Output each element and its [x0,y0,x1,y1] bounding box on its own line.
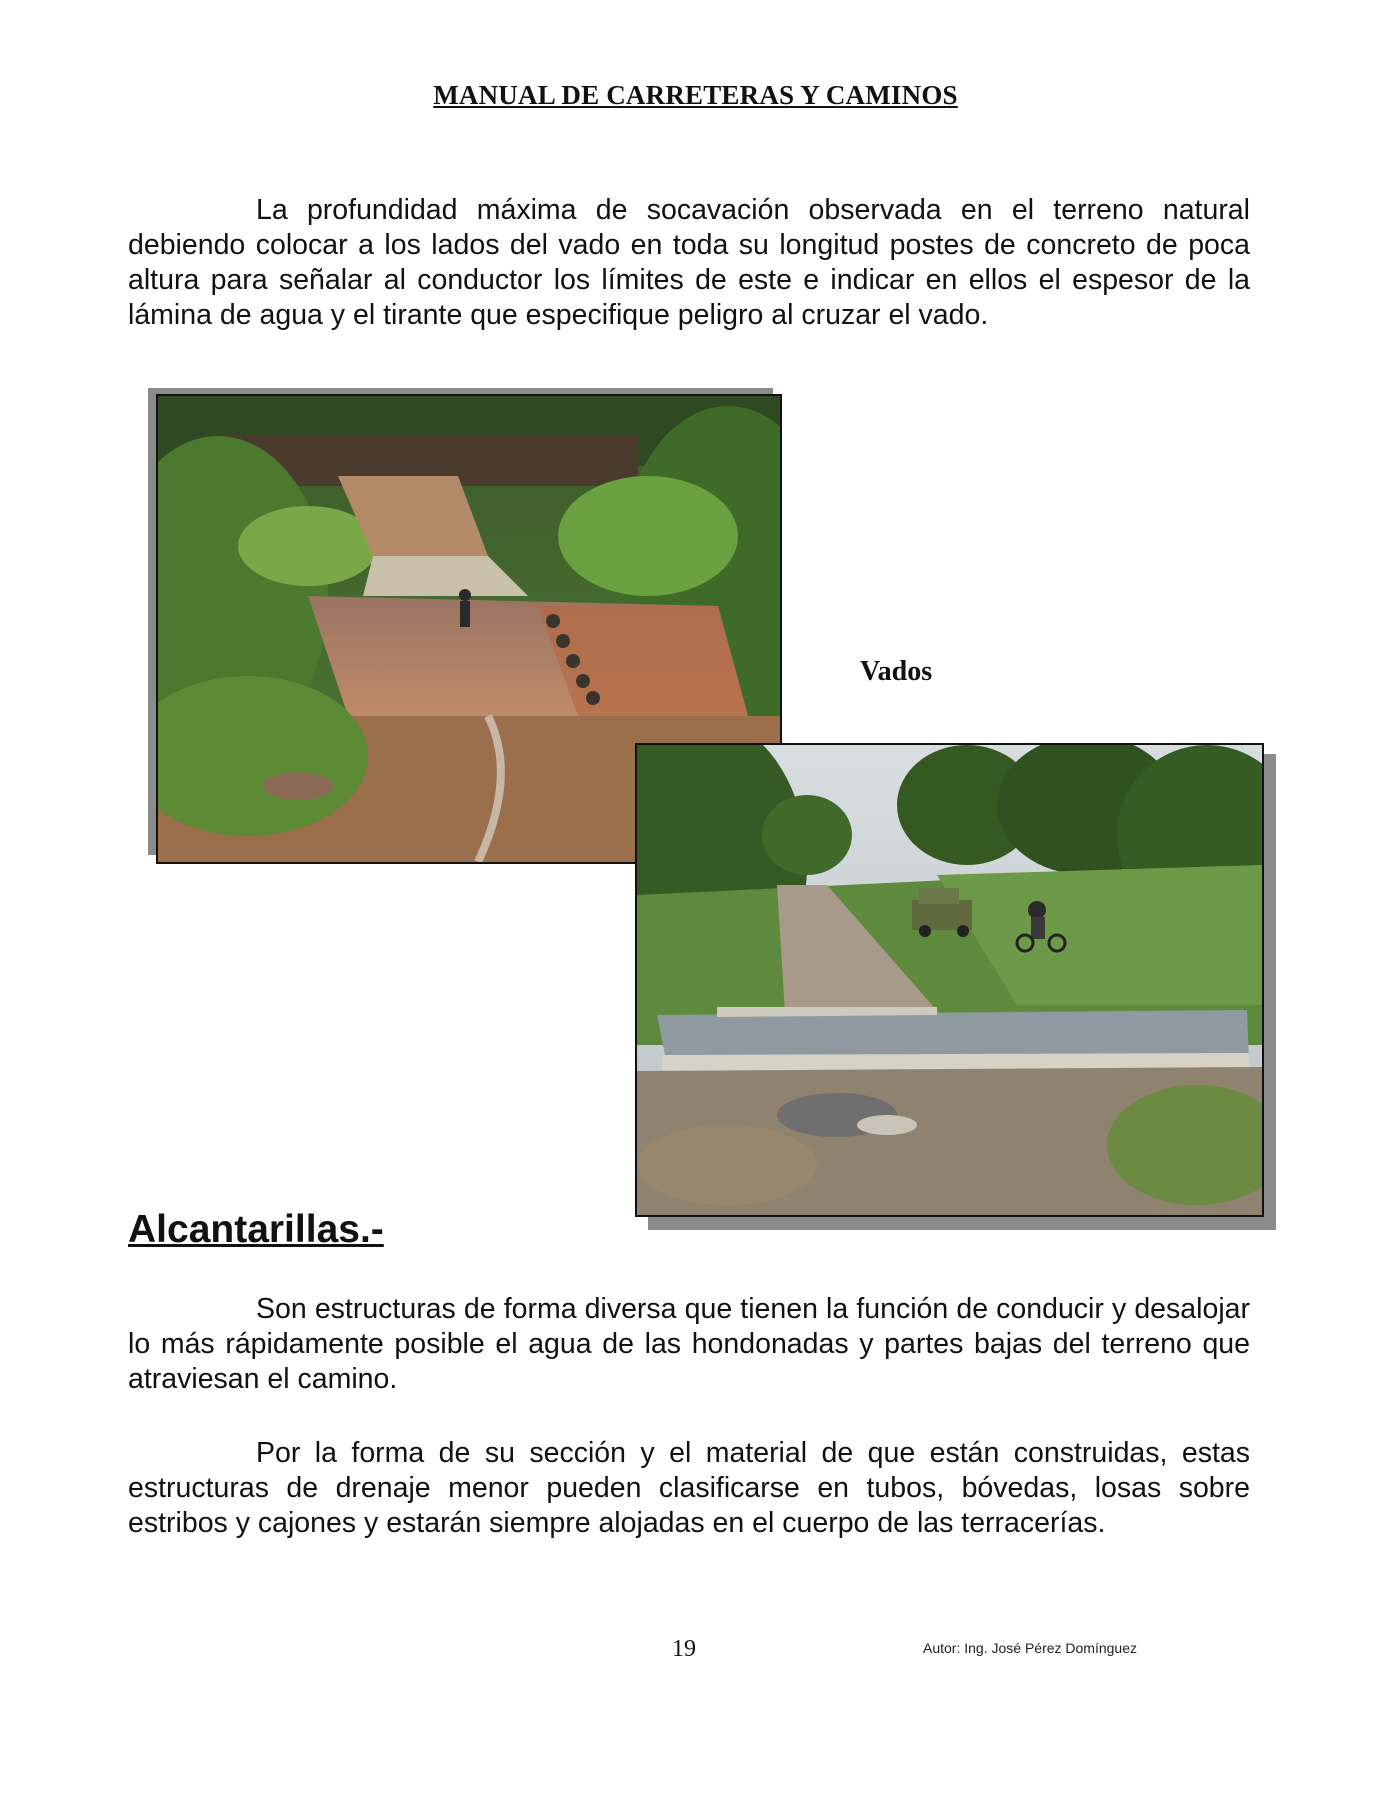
paragraph-alcantarillas-classification [128,1436,1250,1541]
page-header-title: MANUAL DE CARRETERAS Y CAMINOS [433,80,958,110]
paragraph-socavacion [128,193,1250,333]
section-title-alcantarillas: Alcantarillas.- [128,1208,384,1251]
paragraph-text: Por la forma de su sección y el material de que están construidas, estas estructuras de drenaje menor pueden clasificarse en tubos, bóvedas, losas sobre estribos y cajones y estarán siempre alojadas en el cuerpo de las terracerías. [128,1437,1250,1539]
page-number: 19 [672,1636,696,1662]
author-credit: Autor: Ing. José Pérez Domínguez [923,1640,1137,1656]
paragraph-text: Son estructuras de forma diversa que tienen la función de conducir y desalojar lo más rápidamente posible el agua de las hondonadas y partes bajas del terreno que atraviesan el camino. [128,1293,1250,1395]
paragraph-alcantarillas-definition [128,1292,1250,1397]
figure-caption: Vados [860,656,933,687]
paragraph-text: La profundidad máxima de socavación observada en el terreno natural debiendo colocar a los lados del vado en toda su longitud postes de concreto de poca altura para señalar al conductor los límites de este e indicar en ellos el espesor de la lámina de agua y el tirante que especifique peligro al cruzar el vado. [128,194,1250,331]
ford-photo-truck-drawing [637,745,1262,1215]
ford-photo-truck [635,743,1264,1217]
